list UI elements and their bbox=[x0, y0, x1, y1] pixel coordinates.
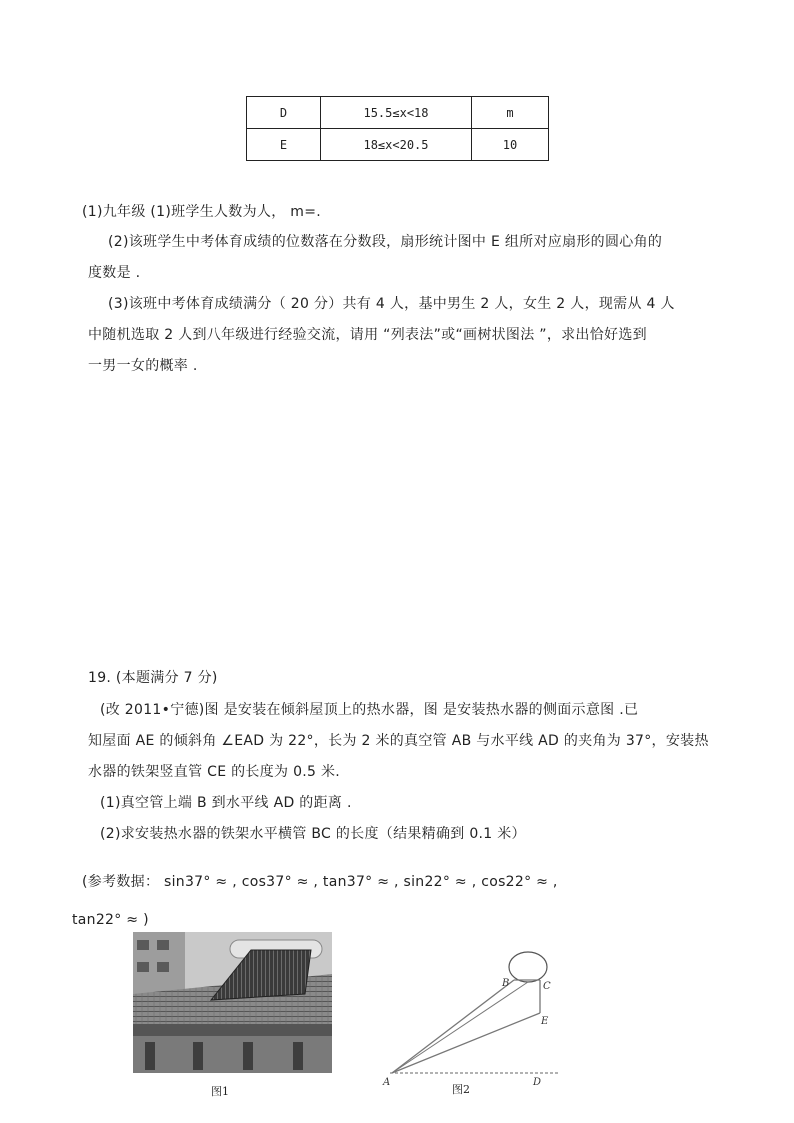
q19-title: 19. (本题满分 7 分) bbox=[88, 670, 218, 686]
figure2-diagram bbox=[370, 940, 570, 1090]
figure2-caption: 图2 bbox=[452, 1083, 470, 1096]
q19-sub1: (1)真空管上端 B 到水平线 AD 的距离 . bbox=[100, 795, 352, 811]
q19-intro-line3: 水器的铁架竖直管 CE 的长度为 0.5 米. bbox=[88, 764, 341, 780]
count-cell: 10 bbox=[472, 129, 549, 161]
q19-intro-line2: 知屋面 AE 的倾斜角 ∠EAD 为 22°，长为 2 米的真空管 AB 与水平线 AD 的夹角为 37°，安装热 bbox=[88, 733, 709, 749]
q18-part1: (1)九年级 (1)班学生人数为人， m=. bbox=[82, 204, 321, 220]
label-C: C bbox=[543, 981, 551, 992]
range-cell: 15.5≤x<18 bbox=[321, 97, 472, 129]
q19-reference-line1: (参考数据： sin37° ≈ , cos37° ≈ , tan37° ≈ , sin22° ≈ , cos22° ≈ , bbox=[82, 874, 558, 890]
rooftop-water-heater-image bbox=[133, 932, 332, 1073]
water-tank bbox=[509, 952, 547, 982]
q19-intro-line1: (改 2011•宁德)图 是安装在倾斜屋顶上的热水器，图 是安装热水器的侧面示意图 .已 bbox=[100, 702, 639, 718]
label-D: D bbox=[533, 1077, 542, 1088]
group-cell: D bbox=[247, 97, 321, 129]
score-group-table bbox=[246, 96, 549, 161]
vacuum-tube-edge bbox=[392, 982, 528, 1073]
count-cell: m bbox=[472, 97, 549, 129]
label-E: E bbox=[541, 1016, 549, 1027]
roof-line-AE bbox=[392, 1013, 540, 1073]
table-row bbox=[247, 97, 549, 129]
label-A: A bbox=[383, 1077, 391, 1088]
figure1-caption: 图1 bbox=[211, 1085, 229, 1098]
q19-reference-line2: tan22° ≈ ) bbox=[72, 912, 149, 928]
label-B: B bbox=[502, 978, 510, 989]
table-row bbox=[247, 129, 549, 161]
vacuum-tube-AB bbox=[392, 980, 514, 1073]
q18-part2-line1: (2)该班学生中考体育成绩的位数落在分数段，扇形统计图中 E 组所对应扇形的圆心角的 bbox=[108, 234, 663, 250]
figure1-photo bbox=[133, 932, 332, 1073]
group-cell: E bbox=[247, 129, 321, 161]
q19-sub2: (2)求安装热水器的铁架水平横管 BC 的长度（结果精确到 0.1 米） bbox=[100, 826, 526, 842]
q18-part3-line2: 中随机选取 2 人到八年级进行经验交流，请用 “列表法”或“画树状图法 ”，求出恰好选到 bbox=[88, 327, 647, 343]
range-cell: 18≤x<20.5 bbox=[321, 129, 472, 161]
q18-part3-line3: 一男一女的概率 . bbox=[88, 358, 198, 374]
q18-part2-line2: 度数是 . bbox=[88, 265, 141, 281]
q18-part3-line1: (3)该班中考体育成绩满分（ 20 分）共有 4 人，基中男生 2 人，女生 2 人，现需从 4 人 bbox=[108, 296, 675, 312]
